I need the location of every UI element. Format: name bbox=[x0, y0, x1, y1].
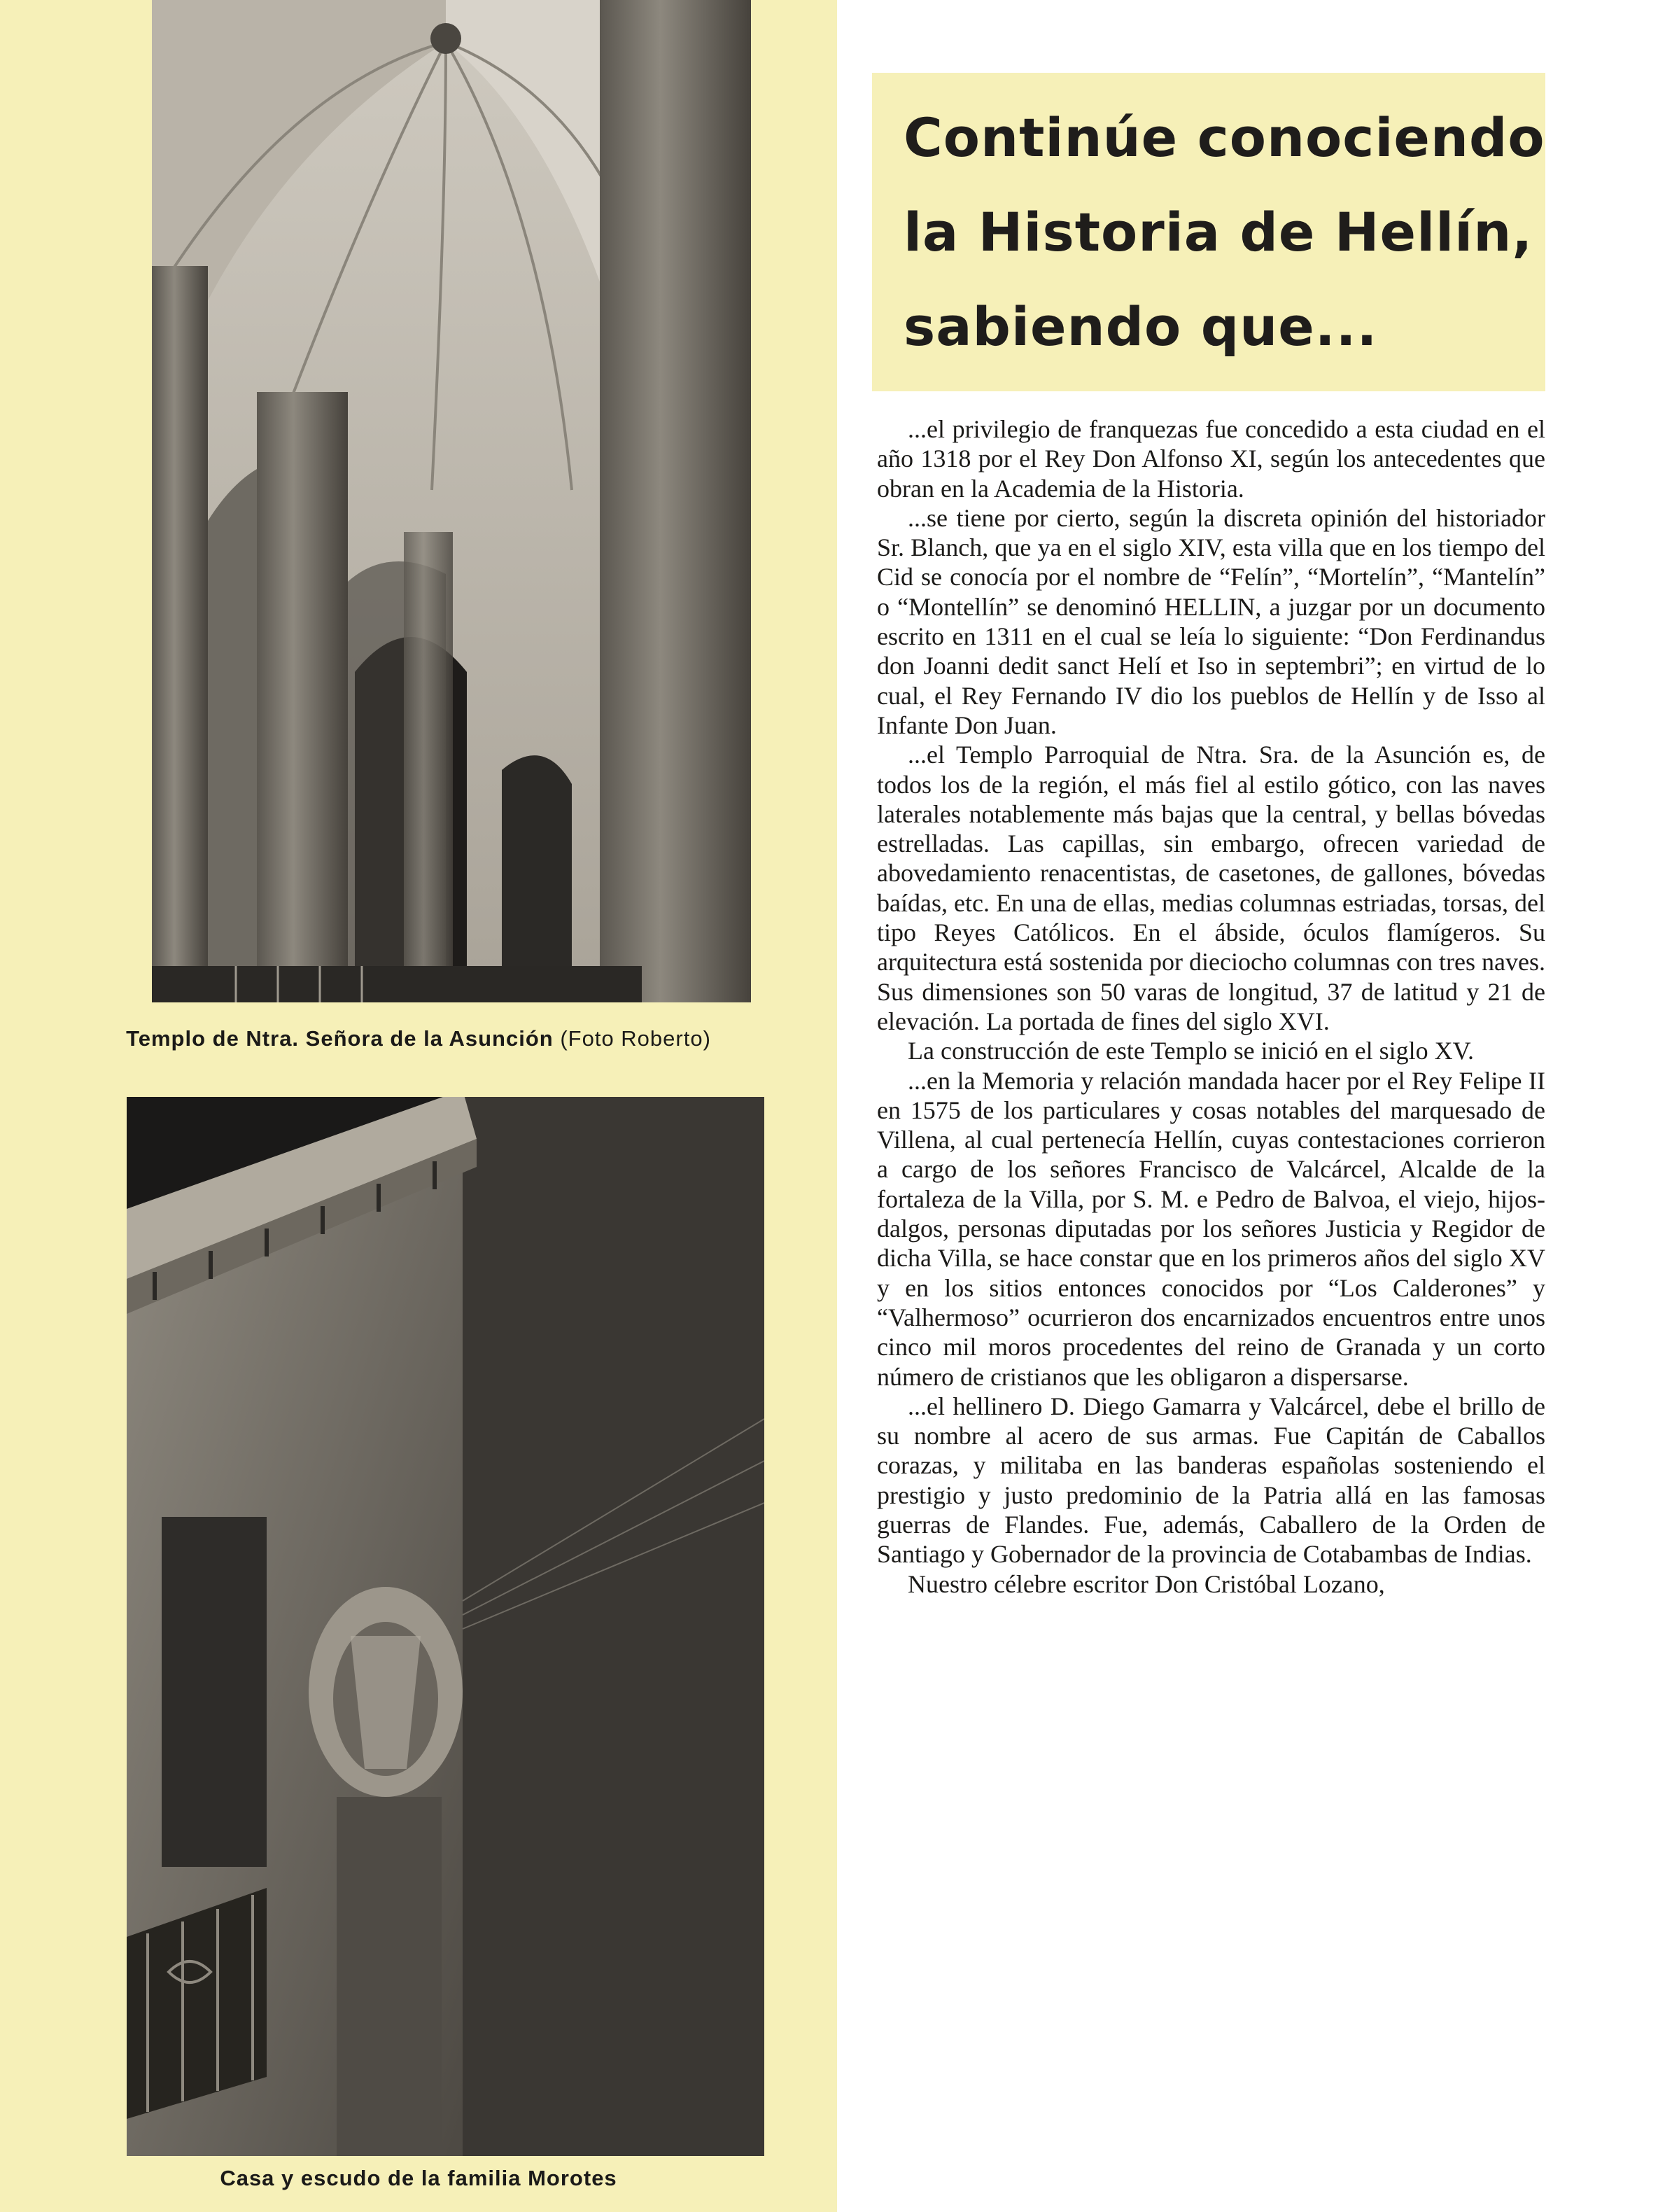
house-caption-title: Casa y escudo de la familia Morotes bbox=[220, 2166, 617, 2190]
paragraph-5: ...en la Memoria y relación mandada hacer por el Rey Felipe II en 1575 de los particulares y cosas notables del marquesado de Villena, al cual pertenecía Hellín, cuyas contestaciones corrieron a cargo de los señores Francisco de Valcárcel, Alcalde de la fortaleza de la Villa, por S. M. e Pedro de Balvoa, el viejo, hijos-dalgos, personas diputadas por los señores Justicia y Regidor de dicha Villa, se hace constar que en los primeros años del siglo XV y en los sitios entonces conocidos por “Los Calderones” y “Valhermoso” ocurrieron dos encarnizados encuentros entre unos cinco mil moros procedentes del reino de Granada y un corto número de cristianos que les obligaron a dispersarse. bbox=[877, 1066, 1545, 1391]
title-line-1: Continúe conociendo bbox=[904, 106, 1545, 169]
paragraph-6: ...el hellinero D. Diego Gamarra y Valcárcel, debe el brillo de su nombre al acero de sus armas. Fue Capitán de Caballos corazas, y militaba en las banderas españolas sosteniendo el prestigio y justo predominio de la Patria allá en las famosas guerras de Flandes. Fue, además, Caballero de la Orden de Santiago y Gobernador de la provincia de Cotabambas de Indias. bbox=[877, 1392, 1545, 1569]
house-coat-of-arms-photo bbox=[127, 1097, 764, 2156]
house-photo-caption bbox=[0, 2166, 837, 2191]
paragraph-2: ...se tiene por cierto, según la discreta opinión del historiador Sr. Blanch, que ya en el siglo XIV, esta villa que en los tiempo del Cid se conocía por el nombre de “Felín”, “Mortelín”, “Mantelín” o “Montellín” se denominó HELLIN, a juzgar por un documento escrito en 1311 en el cual se leía lo siguiente: “Don Ferdinandus don Joanni dedit sanct Helí et Iso in septembri”; en virtud de lo cual, el Rey Fernando IV dio los pueblos de Hellín y de Isso al Infante Don Juan. bbox=[877, 503, 1545, 739]
church-interior-illustration bbox=[152, 0, 751, 1002]
paragraph-4: La construcción de este Templo se inició en el siglo XV. bbox=[908, 1037, 1474, 1065]
church-photo-caption bbox=[0, 1026, 837, 1051]
title-box bbox=[872, 73, 1545, 391]
article-body bbox=[877, 414, 1545, 1599]
paragraph-3: ...el Templo Parroquial de Ntra. Sra. de la Asunción es, de todos los de la región, el más fiel al estilo gótico, con las naves laterales notablemente más bajas que la central, y bellas bóvedas estrelladas. Las capillas, sin embargo, ofrecen variedad de abovedamiento renacentistas, de casetones, de gallones, bóvedas baídas, etc. En una de ellas, medias columnas estriadas, torsas, del tipo Reyes Católicos. En el ábside, óculos flamígeros. Su arquitectura está sostenida por dieciocho columnas con tres naves. Sus dimensiones son 50 varas de longitud, 37 de latitud y 21 de elevación. La portada de fines del siglo XVI. bbox=[877, 741, 1545, 1035]
church-caption-credit: (Foto Roberto) bbox=[560, 1026, 711, 1051]
title-line-3: sabiendo que... bbox=[904, 295, 1378, 358]
paragraph-7: Nuestro célebre escritor Don Cristóbal Lozano, bbox=[908, 1569, 1385, 1598]
house-facade-illustration bbox=[127, 1097, 764, 2156]
church-caption-title: Templo de Ntra. Señora de la Asunción bbox=[126, 1026, 554, 1051]
paragraph-1: ...el privilegio de franquezas fue concedido a esta ciudad en el año 1318 por el Rey Don Alfonso XI, según los antecedentes que obran en la Academia de la Historia. bbox=[877, 415, 1545, 503]
church-interior-photo bbox=[152, 0, 751, 1002]
title-line-2: la Historia de Hellín, bbox=[904, 201, 1533, 263]
